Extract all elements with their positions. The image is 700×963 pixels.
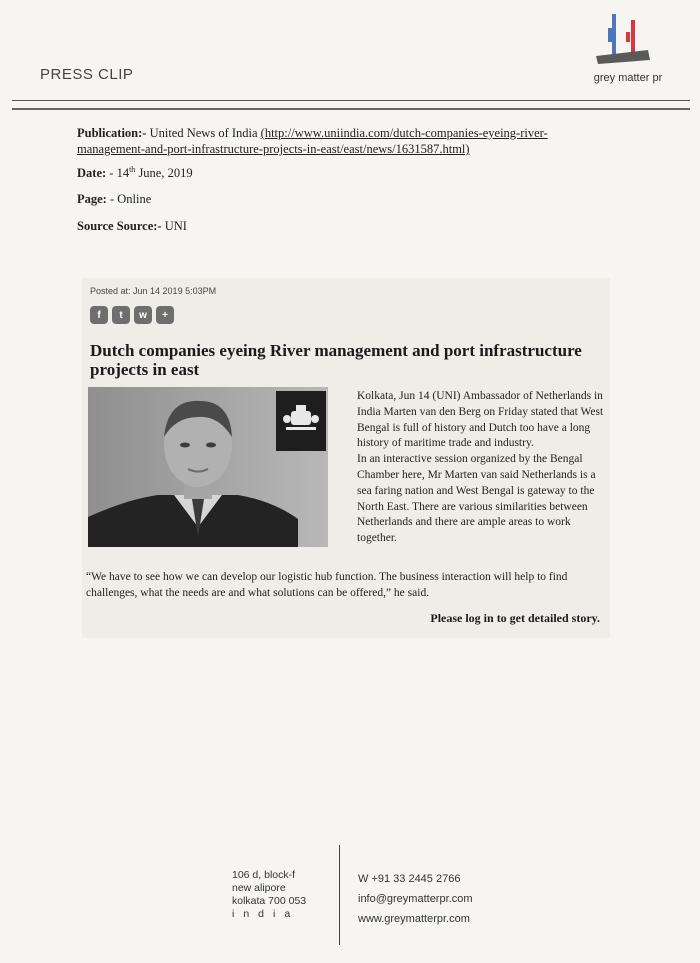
facebook-icon[interactable]: f (90, 306, 108, 324)
source-line (77, 219, 187, 234)
story-paragraph-2: In an interactive session organized by the Bengal Chamber here, Mr Marten van said Netherlands is a sea faring nation and West Bengal is gateway to the North East. There are various similarities between Netherlands and there are ample areas to work together. (357, 453, 596, 545)
header-rule (12, 100, 690, 101)
address-line-3: kolkata 700 053 (232, 895, 307, 907)
date-suffix: June, 2019 (138, 166, 193, 181)
logo (578, 10, 688, 90)
social-share-bar (90, 306, 174, 324)
footer-phone: W +91 33 2445 2766 (358, 873, 461, 885)
date-prefix: - 14 (109, 166, 130, 181)
date-label: Date: (77, 166, 107, 181)
date-suffix-sup: th (129, 165, 136, 174)
page-value: - Online (109, 192, 152, 206)
publication-label: Publication:- (77, 126, 147, 140)
footer-email[interactable]: info@greymatterpr.com (358, 893, 473, 905)
article-quote: “We have to see how we can develop our logistic hub function. The business interaction will help to find challenges, what the needs are and what solutions can be offered,” he said. (86, 571, 568, 599)
portrait-image-icon (88, 387, 328, 547)
address-line-2: new alipore (232, 882, 286, 894)
footer-contact (358, 869, 473, 929)
publication-link[interactable]: (http://www.uniindia.com/dutch-companies-eyeing-river-management-and-port-infrastructure-projects-in-east/east/news/1631587.html) (77, 126, 548, 156)
ambassador-photo (88, 387, 328, 547)
page-line (77, 192, 151, 207)
article-headline: Dutch companies eyeing River management and port infrastructure projects in east (90, 341, 582, 379)
header-rule-thick (12, 108, 690, 110)
posted-timestamp: Posted at: Jun 14 2019 5:03PM (90, 286, 217, 296)
page-title: PRESS CLIP (40, 66, 134, 83)
source-label: Source Source:- (77, 219, 162, 233)
whatsapp-icon[interactable]: w (134, 306, 152, 324)
footer-address (232, 869, 310, 921)
login-prompt-link[interactable]: Please log in to get detailed story. (430, 611, 600, 625)
twitter-icon[interactable]: t (112, 306, 130, 324)
logo-text: grey matter pr (593, 72, 663, 84)
page-label: Page: (77, 192, 107, 206)
footer-website[interactable]: www.greymatterpr.com (358, 913, 470, 925)
story-paragraph-1: Kolkata, Jun 14 (UNI) Ambassador of Netherlands in India Marten van den Berg on Friday stated that West Bengal is full of history and Dutch too have a long history of maritime trade and industry. (357, 390, 604, 450)
footer-divider (339, 845, 340, 945)
address-line-1: 106 d, block-f (232, 869, 296, 881)
publication-name: United News of India (149, 126, 258, 140)
source-value: UNI (164, 219, 187, 233)
article-story (357, 389, 607, 547)
plus-icon[interactable]: + (156, 306, 174, 324)
address-country: india (232, 908, 300, 920)
publication-line (77, 125, 577, 157)
date-line (77, 165, 193, 181)
grey-matter-logo-icon (578, 10, 678, 72)
